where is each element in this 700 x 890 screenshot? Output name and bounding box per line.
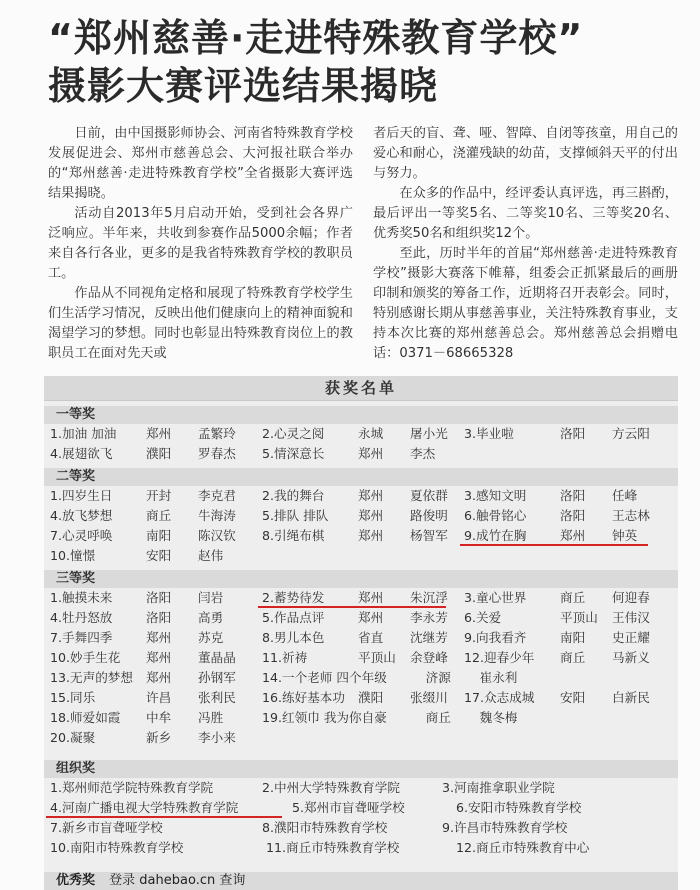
award-entry	[262, 486, 448, 506]
award-title: 3.童心世界	[464, 590, 527, 605]
award-place: 郑州	[146, 650, 172, 665]
award-entry	[50, 648, 236, 668]
award-entry	[50, 506, 236, 526]
award-title: 2.蓄势待发	[262, 590, 325, 605]
award-name: 李永芳	[410, 610, 448, 625]
award-name: 路俊明	[410, 508, 448, 523]
organization-entry: 6.安阳市特殊教育学校	[456, 800, 582, 815]
award-name: 高勇	[198, 610, 224, 625]
award-place: 郑州	[358, 590, 384, 605]
award-place: 郑州	[358, 508, 384, 523]
award-place: 洛阳	[560, 426, 586, 441]
article-paragraph: 活动自2013年5月启动开始，受到社会各界广泛响应。半年来，共收到参赛作品5000余幅；作者来自各行各业，更多的是我省特殊教育学校的教职员工。	[48, 206, 353, 281]
award-name: 李小来	[198, 730, 236, 745]
award-title: 10.憧憬	[50, 548, 96, 563]
award-name: 白新民	[612, 690, 650, 705]
award-place: 平顶山	[560, 610, 598, 625]
award-title: 14.一个老师 四个年级	[262, 670, 387, 685]
award-place: 永城	[358, 426, 384, 441]
award-entry	[464, 608, 650, 628]
award-name: 夏依群	[410, 488, 448, 503]
award-name: 闫岩	[198, 590, 224, 605]
award-row	[44, 424, 678, 444]
award-place: 濮阳	[358, 690, 384, 705]
award-title: 17.众志成城	[464, 690, 535, 705]
organization-entry: 4.河南广播电视大学特殊教育学院	[50, 800, 239, 815]
article-paragraph-continued: 者后天的盲、聋、哑、智障、自闭等孩童，用自己的爱心和耐心，浇灌残缺的幼苗，支撑倾斜天平的付出与努力。	[373, 126, 678, 181]
award-title: 2.我的舞台	[262, 488, 325, 503]
award-entry	[262, 688, 448, 708]
organization-prize-section	[44, 760, 678, 858]
award-title: 8.男儿本色	[262, 630, 325, 645]
award-title: 1.触摸未来	[50, 590, 113, 605]
second-prize-label: 二等奖	[44, 468, 678, 486]
award-row	[44, 588, 678, 608]
award-row	[44, 668, 678, 688]
organization-entry: 11.商丘市特殊教育学校	[266, 840, 400, 855]
award-title: 5.排队 排队	[262, 508, 329, 523]
award-title: 10.妙手生花	[50, 650, 121, 665]
excellence-prize-text: 登录 dahebao.cn 查询	[109, 873, 246, 888]
second-prize-section	[44, 468, 678, 566]
award-place: 省直	[358, 630, 384, 645]
award-place: 商丘	[425, 710, 451, 725]
award-entry	[50, 424, 236, 444]
organization-entry: 8.濮阳市特殊教育学校	[262, 820, 388, 835]
award-place: 安阳	[146, 548, 172, 563]
award-place: 郑州	[358, 610, 384, 625]
awards-title: 获奖名单	[44, 376, 678, 401]
award-title: 1.加油 加油	[50, 426, 117, 441]
award-place: 洛阳	[560, 488, 586, 503]
award-title: 13.无声的梦想	[50, 670, 133, 685]
award-name: 张利民	[198, 690, 236, 705]
award-entry	[262, 668, 518, 688]
award-place: 郑州	[358, 488, 384, 503]
organization-entry: 2.中州大学特殊教育学院	[262, 780, 400, 795]
award-place: 郑州	[358, 528, 384, 543]
award-entry	[50, 486, 236, 506]
award-title: 5.情深意长	[262, 446, 325, 461]
award-title: 7.手舞四季	[50, 630, 113, 645]
award-entry	[262, 648, 448, 668]
award-entry	[50, 688, 236, 708]
award-place: 郑州	[146, 426, 172, 441]
award-place: 商丘	[560, 590, 586, 605]
award-title: 9.向我看齐	[464, 630, 527, 645]
award-title: 12.迎春少年	[464, 650, 535, 665]
award-row	[44, 628, 678, 648]
award-name: 王志林	[612, 508, 650, 523]
award-row	[44, 506, 678, 526]
award-name: 朱沉浮	[410, 590, 448, 605]
award-title: 6.关爱	[464, 610, 502, 625]
excellence-prize-label: 优秀奖	[56, 873, 96, 888]
organization-entry: 9.许昌市特殊教育学校	[442, 820, 568, 835]
award-title: 16.练好基本功	[262, 690, 345, 705]
award-name: 牛海涛	[198, 508, 236, 523]
award-name: 杨智军	[410, 528, 448, 543]
award-entry	[262, 506, 448, 526]
award-place: 平顶山	[358, 650, 396, 665]
award-name: 崔永利	[479, 670, 518, 685]
award-name: 史正耀	[612, 630, 650, 645]
headline-line-1: “郑州慈善·走进特殊教育学校”	[48, 16, 584, 60]
award-name: 马新义	[612, 650, 650, 665]
award-name: 何迎春	[612, 590, 650, 605]
award-entry	[262, 708, 518, 728]
award-entry	[262, 424, 448, 444]
award-title: 4.展翅欲飞	[50, 446, 113, 461]
award-title: 9.成竹在胸	[464, 528, 527, 543]
award-place: 安阳	[560, 690, 586, 705]
award-name: 方云阳	[612, 426, 650, 441]
award-title: 4.放飞梦想	[50, 508, 113, 523]
organization-entry: 3.河南推拿职业学院	[442, 780, 555, 795]
award-name: 孟繁玲	[198, 426, 236, 441]
award-name: 孙钢军	[198, 670, 236, 685]
excellence-prize-row	[44, 872, 678, 890]
award-entry	[50, 608, 224, 628]
award-title: 6.触骨铭心	[464, 508, 527, 523]
award-place: 郑州	[358, 446, 384, 461]
award-entry	[50, 526, 236, 546]
award-title: 2.心灵之阅	[262, 426, 325, 441]
organization-entry: 1.郑州师范学院特殊教育学院	[50, 780, 214, 795]
award-place: 洛阳	[560, 508, 586, 523]
award-title: 3.感知文明	[464, 488, 527, 503]
award-entry	[262, 628, 448, 648]
organization-prize-label: 组织奖	[44, 760, 678, 778]
award-title: 1.四岁生日	[50, 488, 113, 503]
award-place: 商丘	[146, 508, 172, 523]
organization-row	[44, 798, 678, 818]
award-row	[44, 708, 678, 728]
award-entry	[50, 444, 236, 464]
award-title: 5.作品点评	[262, 610, 325, 625]
award-entry	[464, 688, 650, 708]
article-paragraph: 至此，历时半年的首届“郑州慈善·走进特殊教育学校”摄影大赛落下帷幕，组委会正抓紧最后的画册印制和颁奖的筹备工作，近期将召开表彰会。同时，特别感谢长期从事慈善事业，关注特殊教育事业，支持本次比赛的郑州慈善总会。郑州慈善总会捐赠电话：0371－68665328	[373, 246, 678, 361]
award-name: 沈继芳	[410, 630, 448, 645]
award-entry	[50, 588, 224, 608]
organization-entry: 12.商丘市特殊教育中心	[456, 840, 590, 855]
first-prize-section	[44, 406, 678, 464]
organization-entry: 5.郑州市盲聋哑学校	[292, 800, 405, 815]
organization-row	[44, 838, 678, 858]
award-row	[44, 546, 678, 566]
award-name: 苏克	[198, 630, 224, 645]
award-title: 19.红领巾 我为你自豪	[262, 710, 387, 725]
award-place: 新乡	[146, 730, 172, 745]
award-entry	[464, 486, 638, 506]
awards-list	[44, 376, 678, 886]
award-place: 郑州	[146, 670, 172, 685]
award-row	[44, 608, 678, 628]
award-entry	[262, 588, 448, 608]
award-entry	[464, 424, 650, 444]
award-entry	[464, 506, 650, 526]
award-entry	[50, 546, 224, 566]
award-place: 郑州	[560, 528, 586, 543]
award-name: 任峰	[612, 488, 638, 503]
award-entry	[464, 648, 650, 668]
award-place: 郑州	[146, 630, 172, 645]
award-entry	[262, 526, 448, 546]
award-entry	[262, 444, 436, 464]
award-title: 11.祈祷	[262, 650, 308, 665]
award-name: 董晶晶	[198, 650, 236, 665]
third-prize-section	[44, 570, 678, 748]
award-entry	[50, 628, 224, 648]
third-prize-label: 三等奖	[44, 570, 678, 588]
award-name: 李杰	[410, 446, 436, 461]
award-row	[44, 728, 678, 748]
award-title: 20.凝聚	[50, 730, 96, 745]
award-place: 南阳	[146, 528, 172, 543]
award-title: 7.心灵呼唤	[50, 528, 113, 543]
award-entry	[464, 588, 650, 608]
organization-row	[44, 778, 678, 798]
award-title: 8.引绳布棋	[262, 528, 325, 543]
award-entry	[50, 668, 236, 688]
award-entry	[464, 526, 638, 546]
headline	[48, 14, 688, 110]
award-title: 18.师爱如霞	[50, 710, 121, 725]
award-name: 余登峰	[410, 650, 448, 665]
first-prize-label: 一等奖	[44, 406, 678, 424]
headline-line-2: 摄影大赛评选结果揭晓	[48, 64, 439, 108]
award-row	[44, 648, 678, 668]
award-title: 3.毕业啦	[464, 426, 514, 441]
article-paragraph: 日前，由中国摄影师协会、河南省特殊教育学校发展促进会、郑州市慈善总会、大河报社联合举办的“郑州慈善·走进特殊教育学校”全省摄影大赛评选结果揭晓。	[48, 126, 353, 201]
article-paragraph: 在众多的作品中，经评委认真评选，再三斟酌，最后评出一等奖5名、二等奖10名、三等奖20名、优秀奖50名和组织奖12个。	[373, 186, 678, 241]
article-paragraph: 作品从不同视角定格和展现了特殊教育学校学生们生活学习情况，反映出他们健康向上的精神面貌和渴望学习的梦想。同时也彰显出特殊教育岗位上的教职员工在面对先天或	[48, 286, 353, 361]
organization-entry: 10.南阳市特殊教育学校	[50, 840, 184, 855]
award-name: 魏冬梅	[479, 710, 518, 725]
award-row	[44, 444, 678, 464]
award-place: 洛阳	[146, 590, 172, 605]
award-place: 商丘	[560, 650, 586, 665]
award-place: 开封	[146, 488, 172, 503]
award-title: 4.牡丹怒放	[50, 610, 113, 625]
organization-entry: 7.新乡市盲聋哑学校	[50, 820, 163, 835]
award-entry	[262, 608, 448, 628]
award-name: 陈汉钦	[198, 528, 236, 543]
award-place: 中牟	[146, 710, 172, 725]
award-name: 屠小光	[410, 426, 448, 441]
article-column-left	[48, 124, 353, 364]
award-name: 罗春杰	[198, 446, 236, 461]
award-name: 张缀川	[410, 690, 448, 705]
award-name: 钟英	[612, 528, 638, 543]
award-place: 濮阳	[146, 446, 172, 461]
award-place: 洛阳	[146, 610, 172, 625]
article-column-right	[373, 124, 678, 364]
award-name: 冯胜	[198, 710, 224, 725]
award-name: 王伟汉	[612, 610, 650, 625]
award-entry	[50, 708, 224, 728]
award-row	[44, 688, 678, 708]
award-place: 许昌	[146, 690, 172, 705]
award-row	[44, 526, 678, 546]
organization-row	[44, 818, 678, 838]
award-title: 15.同乐	[50, 690, 96, 705]
award-entry	[50, 728, 236, 748]
award-place: 济源	[425, 670, 451, 685]
award-place: 南阳	[560, 630, 586, 645]
award-name: 赵伟	[198, 548, 224, 563]
award-row	[44, 486, 678, 506]
award-name: 李克君	[198, 488, 236, 503]
award-entry	[464, 628, 650, 648]
